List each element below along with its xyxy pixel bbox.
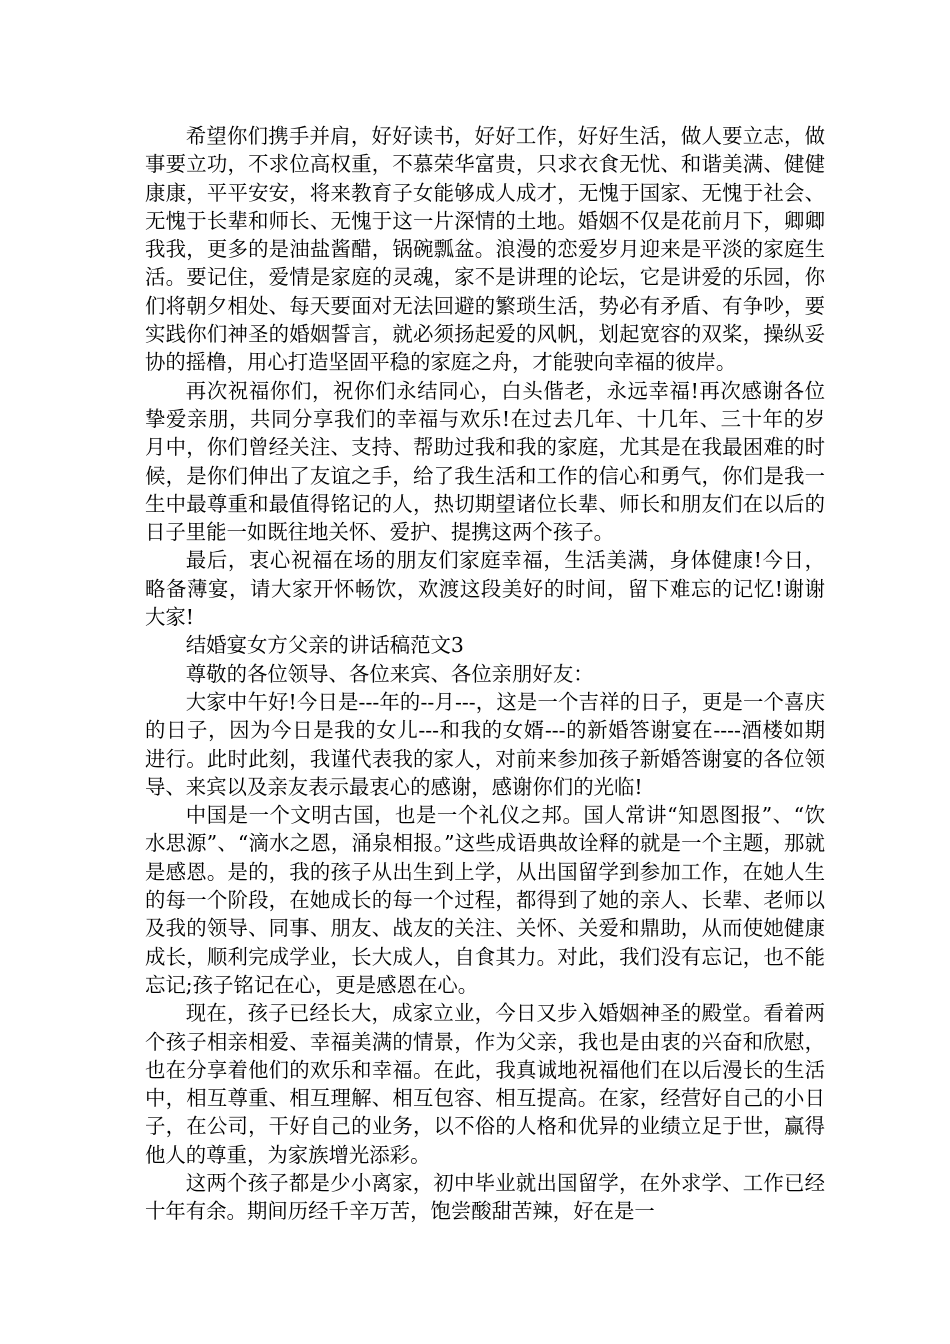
- paragraph-6: 大家中午好!今日是---年的--月---，这是一个吉祥的日子，更是一个喜庆的日子，因为今日是我的女儿---和我的女婿---的新婚答谢宴在----酒楼如期进行。此时此刻，我谨代表我的家人，对前来参加孩子新婚答谢宴的各位领导、来宾以及亲友表示最衷心的感谢，感谢你们的光临!: [145, 689, 825, 799]
- paragraph-2: 再次祝福你们，祝你们永结同心，白头偕老，永远幸福!再次感谢各位挚爱亲朋，共同分享我们的幸福与欢乐!在过去几年、十几年、三十年的岁月中，你们曾经关注、支持、帮助过我和我的家庭，尤其是在我最困难的时候，是你们伸出了友谊之手，给了我生活和工作的信心和勇气，你们是我一生中最尊重和最值得铭记的人，热切期望诸位长辈、师长和朋友们在以后的日子里能一如既往地关怀、爱护、提携这两个孩子。: [145, 378, 825, 545]
- paragraph-1: 希望你们携手并肩，好好读书，好好工作，好好生活，做人要立志，做事要立功，不求位高权重，不慕荣华富贵，只求衣食无忧、和谐美满、健健康康，平平安安，将来教育子女能够成人成才，无愧于国家、无愧于社会、无愧于长辈和师长、无愧于这一片深情的土地。婚姻不仅是花前月下，卿卿我我，更多的是油盐酱醋，锅碗瓢盆。浪漫的恋爱岁月迎来是平淡的家庭生活。要记住，爱情是家庭的灵魂，家不是讲理的论坛，它是讲爱的乐园，你们将朝夕相处、每天要面对无法回避的繁琐生活，势必有矛盾、有争吵，要实践你们神圣的婚姻誓言，就必须扬起爱的风帆，划起宽容的双桨，操纵妥协的摇橹，用心打造坚固平稳的家庭之舟，才能驶向幸福的彼岸。: [145, 124, 825, 375]
- paragraph-9: 这两个孩子都是少小离家，初中毕业就出国留学，在外求学、工作已经十年有余。期间历经千辛万苦，饱尝酸甜苦辣，好在是一: [145, 1170, 825, 1224]
- section-title: 结婚宴女方父亲的讲话稿范文3: [185, 633, 464, 658]
- salutation: 尊敬的各位领导、各位来宾、各位亲朋好友：: [185, 661, 594, 686]
- paragraph-3: 最后，衷心祝福在场的朋友们家庭幸福，生活美满，身体健康!今日，略备薄宴，请大家开怀畅饮，欢渡这段美好的时间，留下难忘的记忆!谢谢大家!: [145, 548, 825, 630]
- document-page: [145, 122, 825, 1226]
- paragraph-7: 中国是一个文明古国，也是一个礼仪之邦。国人常讲“知恩图报”、“饮水思源”、“滴水之恩，涌泉相报。”这些成语典故诠释的就是一个主题，那就是感恩。是的，我的孩子从出生到上学，从出国留学到参加工作，在她人生的每一个阶段，在她成长的每一个过程，都得到了她的亲人、长辈、老师以及我的领导、同事、朋友、战友的关注、关怀、关爱和鼎助，从而使她健康成长，顺利完成学业，长大成人，自食其力。对此，我们没有忘记，也不能忘记;孩子铭记在心，更是感恩在心。: [145, 803, 825, 997]
- paragraph-8: 现在，孩子已经长大，成家立业，今日又步入婚姻神圣的殿堂。看着两个孩子相亲相爱、幸福美满的情景，作为父亲，我也是由衷的兴奋和欣慰，也在分享着他们的欢乐和幸福。在此，我真诚地祝福他们在以后漫长的生活中，相互尊重、相互理解、相互包容、相互提高。在家，经营好自己的小日子，在公司，干好自己的业务，以不俗的人格和优异的业绩立足于世，赢得他人的尊重，为家族增光添彩。: [145, 1001, 825, 1167]
